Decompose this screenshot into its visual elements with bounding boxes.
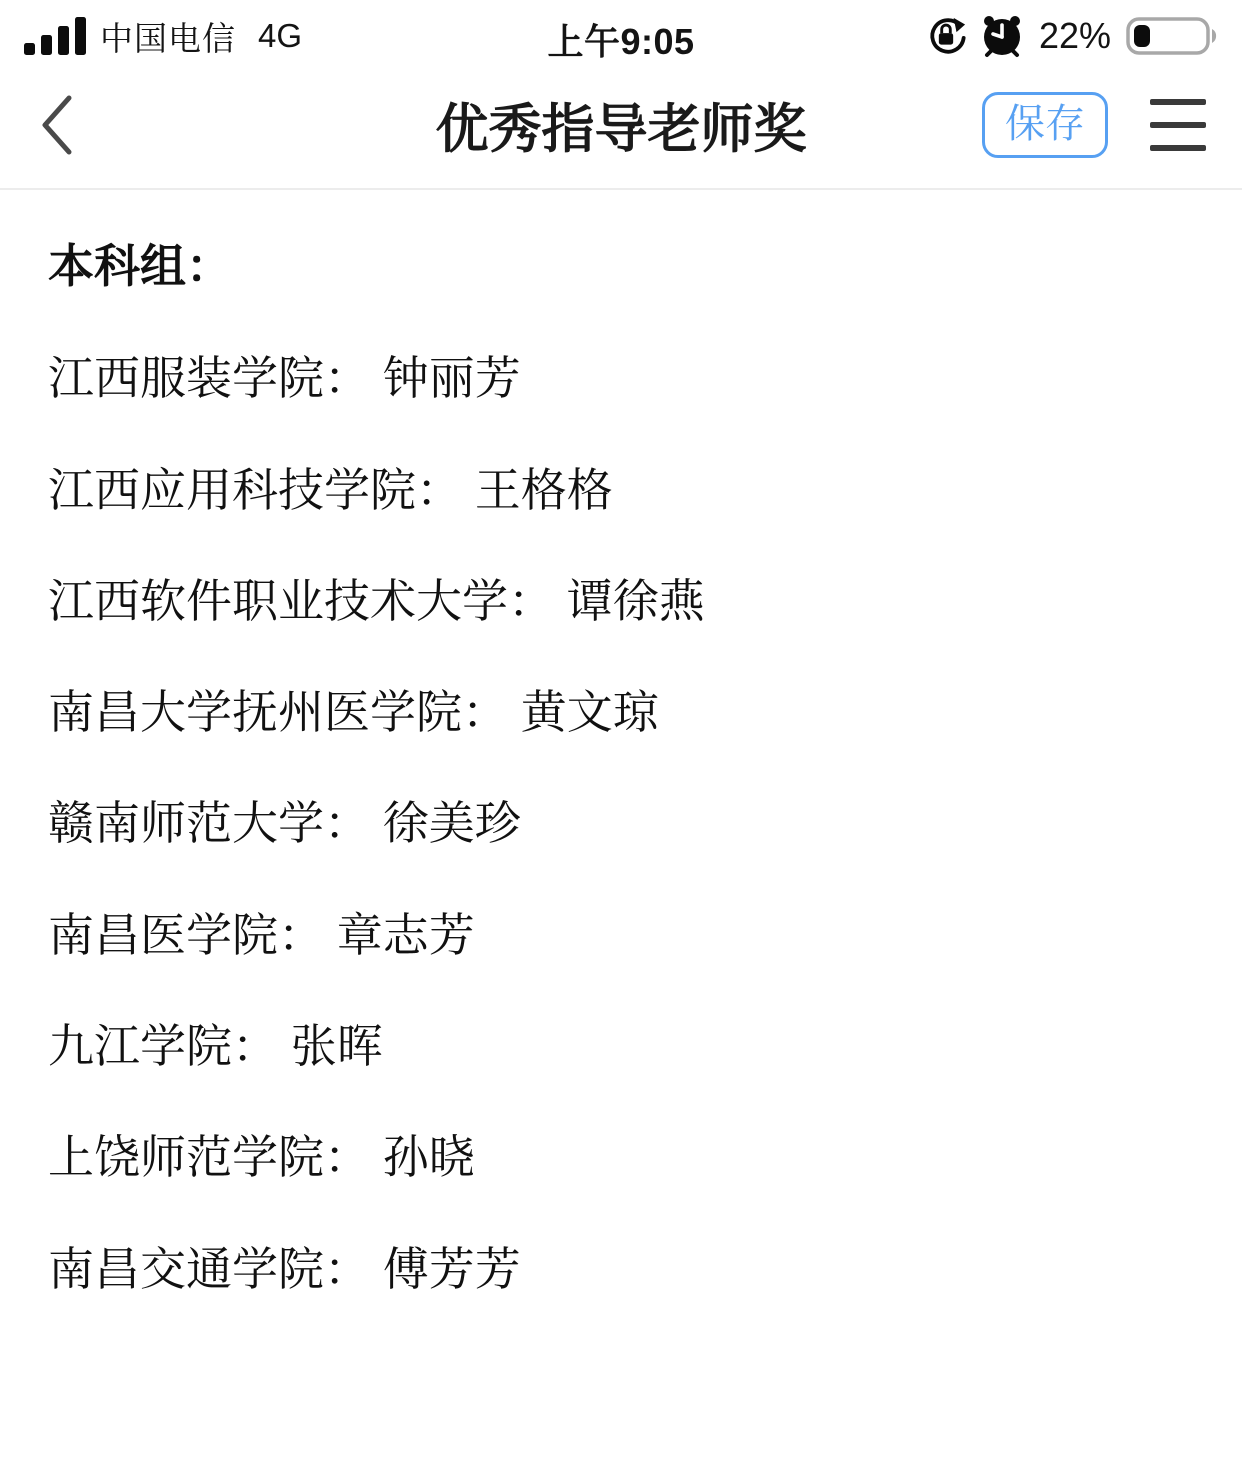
award-entry: 赣南师范大学： 徐美珍 xyxy=(48,797,521,850)
award-entry: 九江学院： 张晖 xyxy=(48,1020,383,1073)
page-title: 优秀指导老师奖 xyxy=(435,100,807,159)
award-entry: 南昌交通学院： 傅芳芳 xyxy=(48,1242,521,1295)
save-button[interactable]: 保存 xyxy=(982,92,1108,158)
back-button[interactable] xyxy=(40,90,86,160)
clock-time: 上午9:05 xyxy=(547,21,695,62)
document-body[interactable] xyxy=(0,190,1242,1293)
nav-bar xyxy=(0,62,1242,190)
status-bar xyxy=(0,0,1242,62)
carrier-label: 中国电信 xyxy=(100,19,236,57)
status-bar-left xyxy=(24,13,302,60)
signal-bars-icon xyxy=(24,17,86,55)
group-heading: 本科组： xyxy=(48,240,232,292)
back-chevron-icon xyxy=(40,94,74,156)
award-entry: 江西软件职业技术大学： 谭徐燕 xyxy=(48,574,705,627)
status-bar-right xyxy=(925,14,1220,58)
hamburger-menu-icon[interactable] xyxy=(1150,95,1206,155)
nav-right-actions xyxy=(982,92,1206,158)
battery-fill xyxy=(1134,25,1150,47)
network-type-label: 4G xyxy=(258,17,303,54)
battery-percent-label: 22% xyxy=(1038,15,1111,56)
award-entry: 江西服装学院： 钟丽芳 xyxy=(48,352,521,405)
battery-icon xyxy=(1126,14,1220,58)
orientation-lock-icon xyxy=(925,15,967,57)
alarm-clock-icon xyxy=(980,14,1024,58)
award-entry: 南昌大学抚州医学院： 黄文琼 xyxy=(48,686,659,739)
award-entry: 南昌医学院： 章志芳 xyxy=(48,908,475,961)
award-entry: 上饶师范学院： 孙晓 xyxy=(48,1131,475,1184)
award-entry: 江西应用科技学院： 王格格 xyxy=(48,463,613,516)
